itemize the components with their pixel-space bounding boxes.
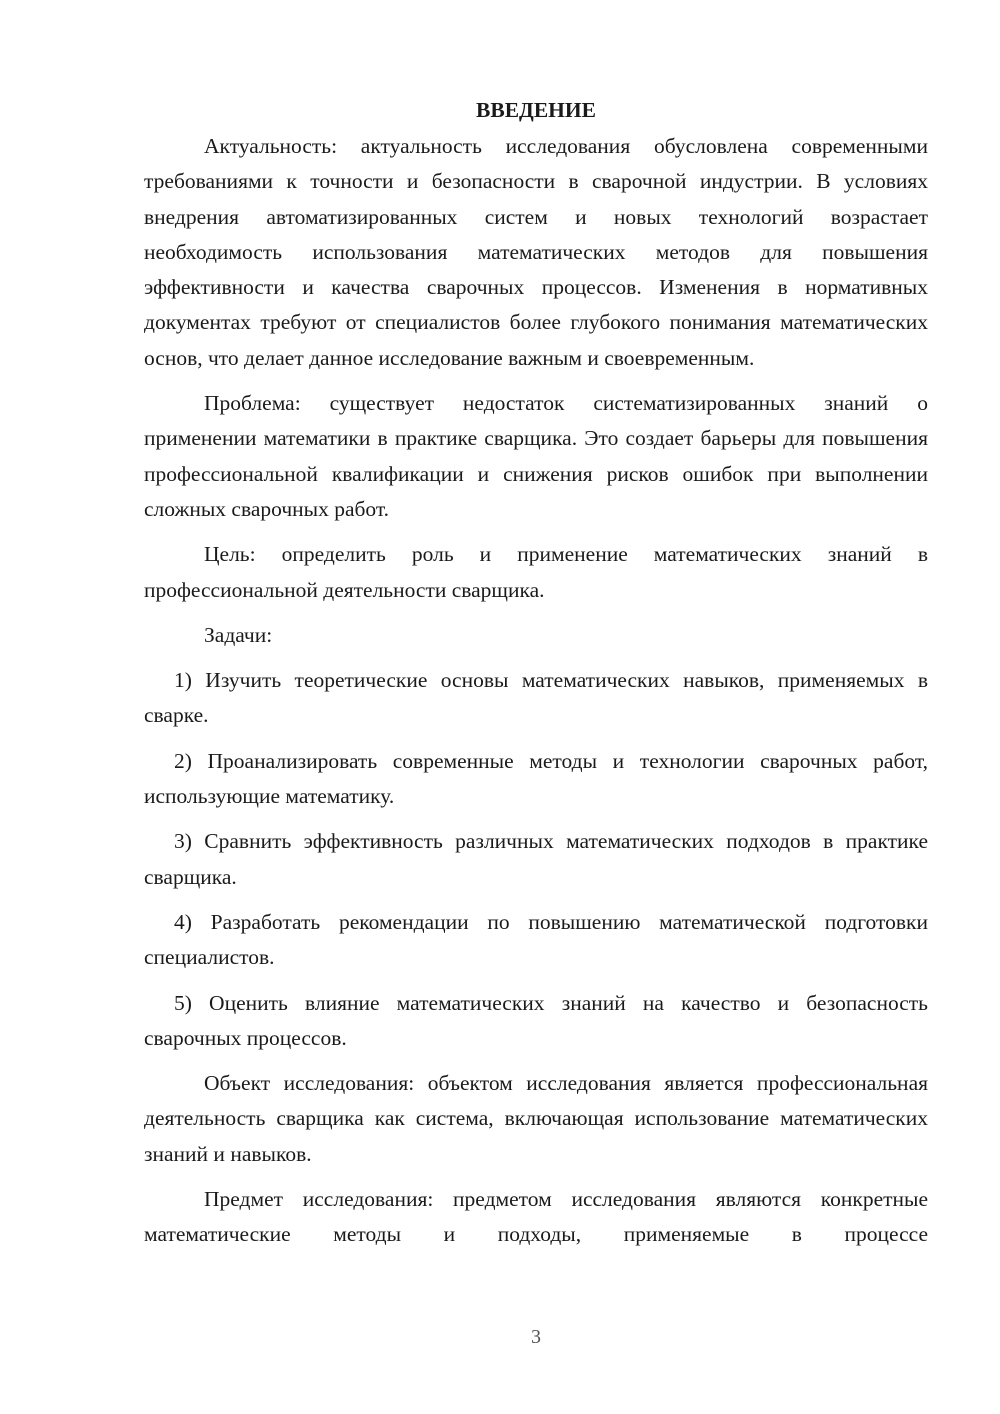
paragraph-goal: Цель: определить роль и применение математических знаний в профессиональной деятельности сварщика.: [144, 542, 928, 602]
tasks-heading: Задачи:: [204, 622, 273, 647]
section-title: ВВЕДЕНИЕ: [476, 98, 596, 122]
task-item-3: 3) Сравнить эффективность различных математических подходов в практике сварщика.: [144, 829, 928, 889]
paragraph-relevance: Актуальность: актуальность исследования обусловлена современными требованиями к точности и безопасности в сварочной индустрии. В условиях внедрения автоматизированных систем и новых технологий возрастает необходимость использования математических методов для повышения эффективности и качества сварочных процессов. Изменения в нормативных документах требуют от специалистов более глубокого понимания математических основ, что делает данное исследование важным и своевременным.: [144, 134, 928, 370]
paragraph-problem: Проблема: существует недостаток систематизированных знаний о применении математики в практике сварщика. Это создает барьеры для повышения профессиональной квалификации и снижения рисков ошибок при выполнении сложных сварочных работ.: [144, 391, 928, 521]
task-item-2: 2) Проанализировать современные методы и технологии сварочных работ, использующие математику.: [144, 748, 928, 809]
task-item-4: 4) Разработать рекомендации по повышению математической подготовки специалистов.: [144, 909, 928, 970]
task-item-1: 1) Изучить теоретические основы математических навыков, применяемых в сварке.: [144, 668, 928, 728]
document-page: [144, 92, 928, 1253]
page-number: 3: [531, 1326, 541, 1348]
paragraph-object: Объект исследования: объектом исследования является профессиональная деятельность сварщика как система, включающая использование математических знаний и навыков.: [144, 1071, 928, 1166]
task-item-5: 5) Оценить влияние математических знаний на качество и безопасность сварочных процессов.: [144, 990, 928, 1050]
paragraph-subject: Предмет исследования: предметом исследования являются конкретные математические методы и подходы, применяемые в процессе: [144, 1187, 928, 1247]
